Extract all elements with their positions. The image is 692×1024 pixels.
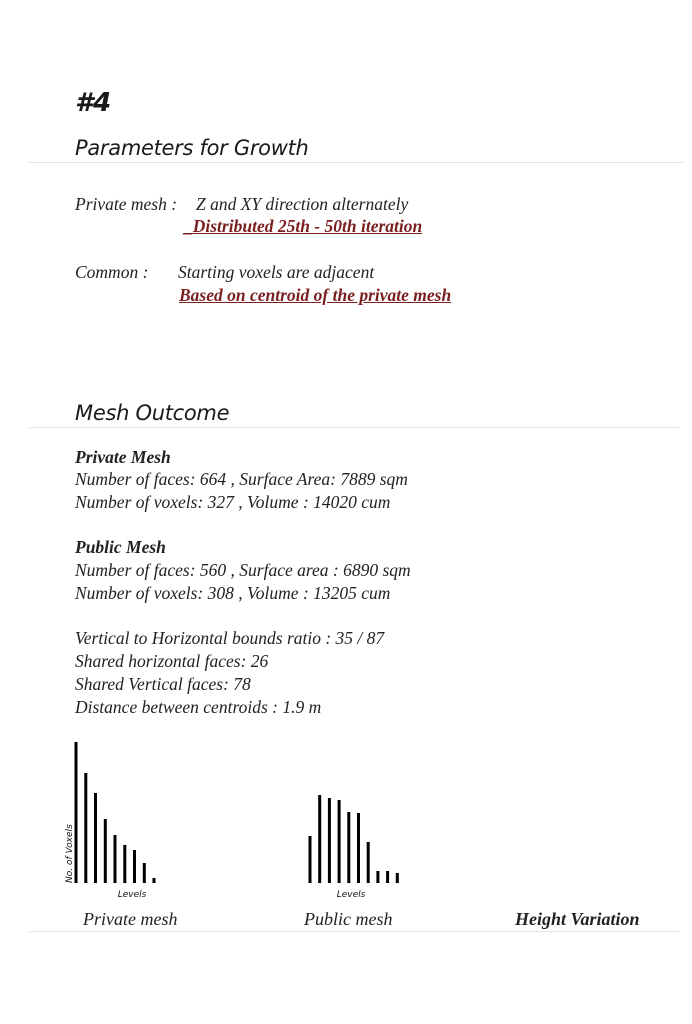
private-mesh-faces: Number of faces: 664 , Surface Area: 7889 sqm (75, 469, 408, 489)
private-mesh-voxels: Number of voxels: 327 , Volume : 14020 cum (75, 492, 391, 512)
public-mesh-title: Public Mesh (75, 537, 166, 557)
public-mesh-caption: Public mesh (304, 909, 393, 929)
bar-level-9 (153, 878, 156, 883)
bar-level-5 (347, 812, 350, 883)
mesh-outcome-heading: Mesh Outcome (75, 401, 230, 425)
height-variation-caption: Height Variation (515, 909, 640, 929)
common-label: Common : (75, 262, 149, 282)
divider (29, 162, 683, 163)
divider (29, 427, 679, 428)
private-mesh-caption: Private mesh (83, 909, 178, 929)
bar-level-7 (133, 850, 136, 883)
public-mesh-voxels: Number of voxels: 308 , Volume : 13205 cum (75, 583, 391, 603)
bar-level-6 (123, 845, 126, 883)
bar-level-1 (75, 742, 78, 883)
bar-level-2 (84, 773, 87, 883)
divider (29, 931, 679, 932)
bar-level-6 (357, 813, 360, 883)
common-text: Starting voxels are adjacent (178, 262, 375, 282)
centroid-distance: Distance between centroids : 1.9 m (75, 697, 322, 717)
bar-level-2 (318, 795, 321, 883)
x-axis-label: Levels (336, 890, 366, 900)
private-mesh-title: Private Mesh (75, 447, 171, 467)
bar-level-8 (376, 871, 379, 883)
bar-level-4 (338, 800, 341, 883)
bar-level-1 (309, 836, 312, 883)
bar-level-4 (104, 819, 107, 883)
y-axis-label: No. of Voxels (65, 824, 75, 883)
x-axis-label: Levels (117, 890, 147, 900)
bar-level-9 (386, 871, 389, 883)
bar-level-10 (396, 873, 399, 883)
bar-level-5 (114, 835, 117, 883)
bar-level-7 (367, 842, 370, 883)
private-mesh-highlight: _Distributed 25th - 50th iteration (184, 216, 423, 236)
public-mesh-chart (309, 795, 399, 900)
shared-horizontal-faces: Shared horizontal faces: 26 (75, 651, 269, 671)
common-highlight: Based on centroid of the private mesh (179, 285, 452, 305)
private-mesh-label: Private mesh : (75, 194, 178, 214)
height-variation-charts (0, 730, 692, 900)
public-mesh-faces: Number of faces: 560 , Surface area : 6890 sqm (75, 560, 411, 580)
private-mesh-chart (65, 742, 156, 900)
bounds-ratio: Vertical to Horizontal bounds ratio : 35 / 87 (75, 628, 385, 648)
page-number: #4 (75, 88, 112, 118)
shared-vertical-faces: Shared Vertical faces: 78 (75, 674, 251, 694)
bar-level-3 (328, 798, 331, 883)
parameters-heading: Parameters for Growth (75, 136, 309, 160)
bar-level-3 (94, 793, 97, 883)
private-mesh-text: Z and XY direction alternately (196, 194, 409, 214)
bar-level-8 (143, 863, 146, 883)
